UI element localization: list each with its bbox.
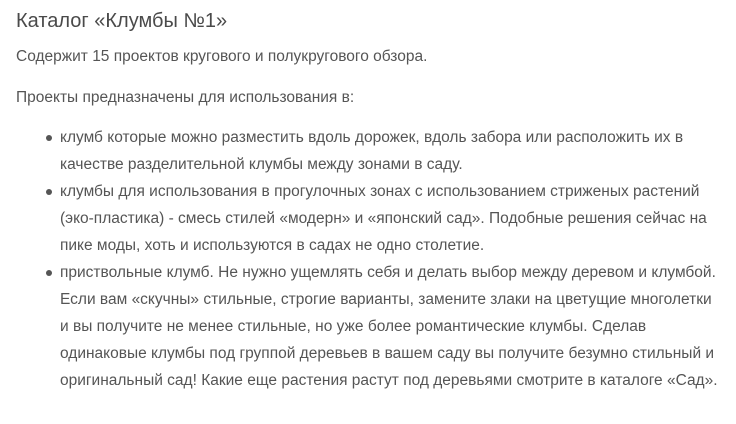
- list-item: [60, 178, 720, 259]
- bullet-icon: [46, 135, 52, 141]
- list-item-text: клумбы для использования в прогулочных зонах с использованием стриженых растений (эко-пластика) - смесь стилей «модерн» и «японский сад». Подобные решения сейчас на пике моды, хоть и используются в садах не одно столетие.: [60, 183, 707, 254]
- bullet-icon: [46, 270, 52, 276]
- list-item: [60, 259, 720, 394]
- catalog-description: Содержит 15 проектов кругового и полукругового обзора.: [16, 48, 428, 65]
- usage-intro: Проекты предназначены для использования в:: [16, 89, 355, 106]
- usage-list: [16, 124, 720, 394]
- catalog-title: Каталог «Клумбы №1»: [16, 10, 228, 32]
- list-item-text: приствольные клумб. Не нужно ущемлять себя и делать выбор между деревом и клумбой. Если вам «скучны» стильные, строгие варианты, замените злаки на цветущие многолетки и вы получите не менее стильные, но уже более романтические клумбы. Сделав одинаковые клумбы под группой деревьев в вашем саду вы получите безумно стильный и оригинальный сад! Какие еще растения растут под деревьями смотрите в каталоге «Сад».: [60, 264, 718, 389]
- list-item: [60, 124, 720, 178]
- list-item-text: клумб которые можно разместить вдоль дорожек, вдоль забора или расположить их в качестве разделительной клумбы между зонами в саду.: [60, 129, 684, 173]
- bullet-icon: [46, 189, 52, 195]
